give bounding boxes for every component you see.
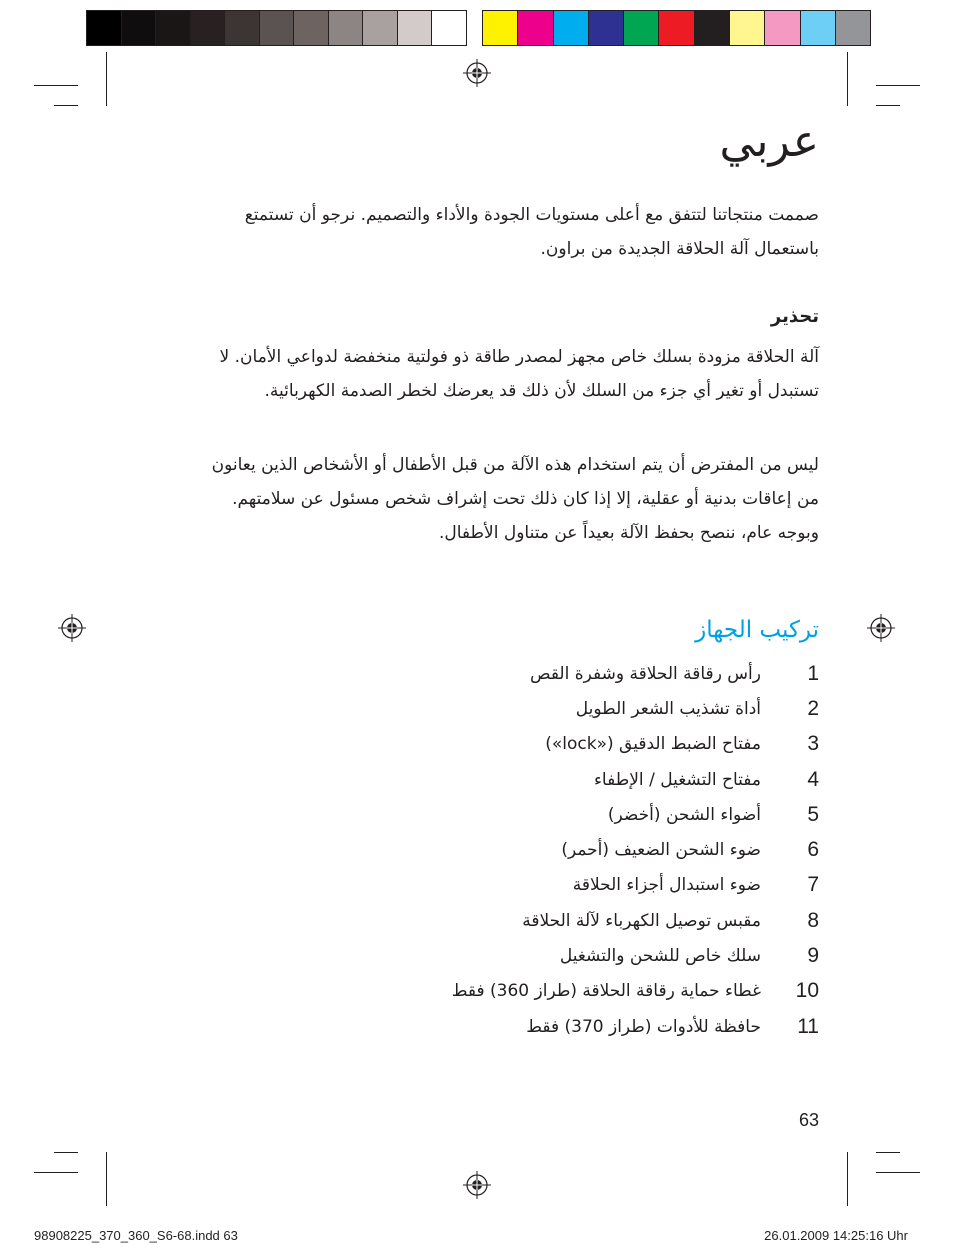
part-label: أضواء الشحن (أخضر) <box>607 804 761 825</box>
list-item <box>299 832 819 867</box>
warning-title: تحذير <box>770 306 819 327</box>
part-number: 4 <box>807 767 819 791</box>
intro-line: باستعمال آلة الحلاقة الجديدة من براون. <box>540 239 819 259</box>
crop-mark <box>847 52 848 106</box>
color-swatch <box>553 10 589 46</box>
color-swatch <box>431 10 467 46</box>
crop-mark <box>34 85 78 86</box>
warning-line: آلة الحلاقة مزودة بسلك خاص مجهز لمصدر طاقة ذو فولتية منخفضة لدواعي الأمان. لا <box>219 347 819 367</box>
part-number: 5 <box>807 802 819 826</box>
warning-line: وبوجه عام، ننصح بحفظ الآلة بعيداً عن متناول الأطفال. <box>438 523 819 543</box>
color-swatch <box>623 10 659 46</box>
part-number: 10 <box>795 979 819 1003</box>
list-item <box>299 727 819 762</box>
part-number: 3 <box>807 732 819 756</box>
part-label: مقبس توصيل الكهرباء لآلة الحلاقة <box>522 910 761 931</box>
color-swatch <box>729 10 765 46</box>
color-swatch <box>588 10 624 46</box>
registration-mark-icon <box>462 58 492 88</box>
footer-timestamp: 26.01.2009 14:25:16 Uhr <box>764 1228 908 1243</box>
part-label: مفتاح الضبط الدقيق («lock») <box>545 734 761 755</box>
part-number: 11 <box>797 1014 819 1038</box>
registration-mark-icon <box>57 613 87 643</box>
color-swatch <box>764 10 800 46</box>
gray-calibration-bar <box>87 10 467 46</box>
parts-list <box>299 656 819 1044</box>
color-swatch <box>121 10 157 46</box>
page-heading: عربي <box>719 116 819 167</box>
warning-paragraph <box>119 340 819 408</box>
color-swatch <box>397 10 433 46</box>
warning-line: ليس من المفترض أن يتم استخدام هذه الآلة من قبل الأطفال أو الأشخاص الذين يعانون <box>211 455 819 475</box>
part-label: ضوء استبدال أجزاء الحلاقة <box>572 875 761 896</box>
part-number: 7 <box>807 873 819 897</box>
warning-line: من إعاقات بدنية أو عقلية، إلا إذا كان ذلك تحت إشراف شخص مسئول عن سلامتهم. <box>232 489 819 509</box>
list-item <box>299 903 819 938</box>
crop-mark <box>847 1152 848 1206</box>
color-swatch <box>328 10 364 46</box>
crop-mark <box>34 1172 78 1173</box>
children-warning-paragraph <box>119 448 819 550</box>
warning-line: تستبدل أو تغير أي جزء من السلك لأن ذلك قد يعرضك لخطر الصدمة الكهربائية. <box>264 381 819 401</box>
color-swatch <box>694 10 730 46</box>
list-item <box>299 762 819 797</box>
part-label: رأس رقاقة الحلاقة وشفرة القص <box>530 663 761 684</box>
color-swatch <box>259 10 295 46</box>
list-item <box>299 1009 819 1044</box>
part-number: 2 <box>807 696 819 720</box>
list-item <box>299 868 819 903</box>
color-swatch <box>224 10 260 46</box>
list-item <box>299 656 819 691</box>
page-number: 63 <box>798 1110 819 1130</box>
part-label: حافظة للأدوات (طراز 370) فقط <box>526 1016 761 1037</box>
part-number: 8 <box>807 908 819 932</box>
color-swatch <box>86 10 122 46</box>
part-number: 6 <box>807 838 819 862</box>
part-number: 1 <box>807 661 819 685</box>
parts-section-title: تركيب الجهاز <box>695 617 819 643</box>
color-swatch <box>517 10 553 46</box>
part-label: مفتاح التشغيل / الإطفاء <box>593 769 761 790</box>
color-calibration-bar <box>483 10 871 46</box>
part-label: أداة تشذيب الشعر الطويل <box>575 698 761 719</box>
part-label: ضوء الشحن الضعيف (أحمر) <box>561 840 761 861</box>
color-swatch <box>155 10 191 46</box>
registration-mark-icon <box>866 613 896 643</box>
crop-mark <box>54 1152 78 1153</box>
color-swatch <box>800 10 836 46</box>
registration-mark-icon <box>462 1170 492 1200</box>
part-label: غطاء حماية رقاقة الحلاقة (طراز 360) فقط <box>451 981 761 1002</box>
list-item <box>299 938 819 973</box>
intro-line: صممت منتجاتنا لتتفق مع أعلى مستويات الجودة والأداء والتصميم. نرجو أن تستمتع <box>244 205 819 225</box>
crop-mark <box>54 105 78 106</box>
list-item <box>299 691 819 726</box>
footer-file-info: 98908225_370_360_S6-68.indd 63 <box>34 1228 238 1243</box>
color-swatch <box>293 10 329 46</box>
crop-mark <box>876 105 900 106</box>
part-number: 9 <box>807 944 819 968</box>
crop-mark <box>876 1172 920 1173</box>
list-item <box>299 797 819 832</box>
crop-mark <box>876 85 920 86</box>
crop-mark <box>106 52 107 106</box>
crop-mark <box>876 1152 900 1153</box>
part-label: سلك خاص للشحن والتشغيل <box>559 946 761 967</box>
color-swatch <box>835 10 871 46</box>
color-swatch <box>190 10 226 46</box>
intro-paragraph <box>119 198 819 266</box>
color-swatch <box>482 10 518 46</box>
crop-mark <box>106 1152 107 1206</box>
color-swatch <box>362 10 398 46</box>
color-swatch <box>658 10 694 46</box>
list-item <box>299 974 819 1009</box>
